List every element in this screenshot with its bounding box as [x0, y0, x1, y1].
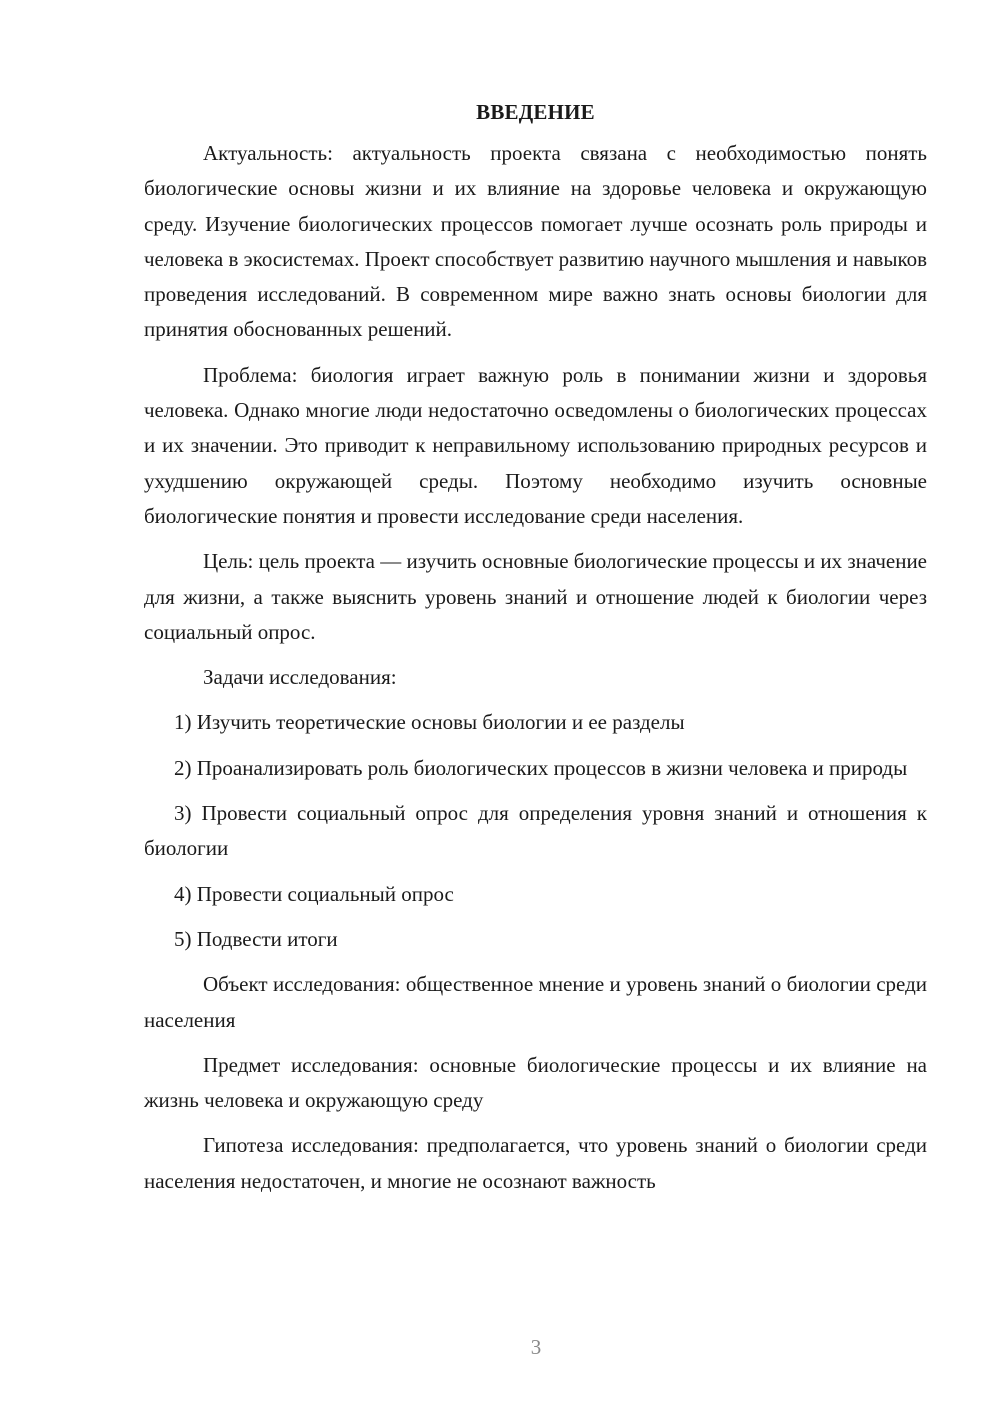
goal-paragraph: Цель: цель проекта — изучить основные биологические процессы и их значение для жизни, а также выяснить уровень знаний и отношение людей к биологии через социальный опрос. — [144, 549, 928, 644]
task-item-3: 3) Провести социальный опрос для определения уровня знаний и отношения к биологии — [144, 801, 927, 861]
tasks-heading: Задачи исследования: — [203, 665, 397, 690]
object-paragraph: Объект исследования: общественное мнение и уровень знаний о биологии среди населения — [144, 972, 927, 1032]
hypothesis-paragraph: Гипотеза исследования: предполагается, что уровень знаний о биологии среди населения недостаточен, и многие не осознают важность — [144, 1133, 927, 1193]
subject-paragraph: Предмет исследования: основные биологические процессы и их влияние на жизнь человека и окружающую среду — [144, 1052, 927, 1113]
page-content — [144, 94, 927, 1209]
task-item-2: 2) Проанализировать роль биологических процессов в жизни человека и природы — [174, 755, 908, 780]
task-item-1: 1) Изучить теоретические основы биологии и ее разделы — [174, 710, 685, 735]
problem-paragraph: Проблема: биология играет важную роль в понимании жизни и здоровья человека. Однако многие люди недостаточно осведомлены о биологических процессах и их значении. Это приводит к неправильному использованию природных ресурсов и ухудшению окружающей среды. Поэтому необходимо изучить основные биологические понятия и провести исследование среди населения. — [144, 362, 927, 528]
task-item-4: 4) Провести социальный опрос — [174, 881, 454, 906]
page-number: 3 — [530, 1335, 542, 1359]
task-item-5: 5) Подвести итоги — [174, 926, 338, 951]
relevance-paragraph: Актуальность: актуальность проекта связана с необходимостью понять биологические основы жизни и их влияние на здоровье человека и окружающую среду. Изучение биологических процессов помогает лучше осознать роль природы и человека в экосистемах. Проект способствует развитию научного мышления и навыков проведения исследований. В современном мире важно знать основы биологии для принятия обоснованных решений. — [144, 141, 927, 342]
section-title: ВВЕДЕНИЕ — [476, 100, 595, 124]
